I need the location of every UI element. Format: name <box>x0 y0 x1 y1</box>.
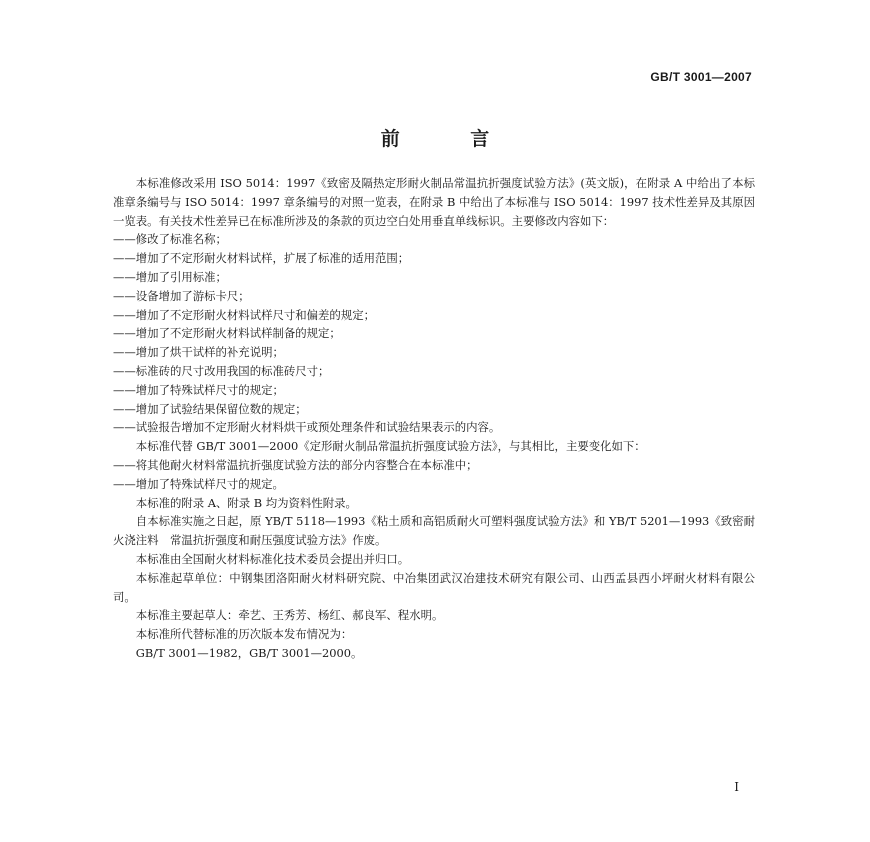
page-title: 前 言 <box>380 128 522 150</box>
standard-number: GB/T 3001—2007 <box>650 70 752 84</box>
paragraph-proposed-by: 本标准由全国耐火材料标准化技术委员会提出并归口。 <box>135 551 410 566</box>
list-item: ——增加了不定形耐火材料试样尺寸和偏差的规定； <box>113 307 375 322</box>
foreword-body <box>113 174 755 663</box>
list-item: ——标准砖的尺寸改用我国的标准砖尺寸； <box>113 363 330 378</box>
page-number: I <box>734 780 739 794</box>
paragraph-history-intro: 本标准所代替标准的历次版本发布情况为： <box>135 627 353 642</box>
list-item: ——增加了不定形耐火材料试样制备的规定； <box>113 326 341 341</box>
list-item: ——修改了标准名称； <box>113 232 227 247</box>
list-item: ——增加了特殊试样尺寸的规定； <box>113 382 284 397</box>
paragraph-abolished: 自本标准实施之日起，原 YB/T 5118—1993《粘土质和高铝质耐火可塑料强度试验方法》和 YB/T 5201—1993《致密耐火浇注料 常温抗折强度和耐压强度试验方法》作废。 <box>113 514 755 548</box>
paragraph-annexes: 本标准的附录 A、附录 B 均为资料性附录。 <box>135 495 357 510</box>
paragraph-drafting-units: 本标准起草单位：中钢集团洛阳耐火材料研究院、中冶集团武汉冶建技术研究有限公司、山西孟县西小坪耐火材料有限公司。 <box>113 570 755 604</box>
paragraph-history-versions: GB/T 3001—1982，GB/T 3001—2000。 <box>135 645 363 660</box>
list-item: ——将其他耐火材料常温抗折强度试验方法的部分内容整合在本标准中； <box>113 457 478 472</box>
list-item: ——增加了特殊试样尺寸的规定。 <box>113 476 284 491</box>
list-item: ——增加了不定形耐火材料试样，扩展了标准的适用范围； <box>113 251 410 266</box>
changes-list-2 <box>113 456 755 494</box>
paragraph-supersedes: 本标准代替 GB/T 3001—2000《定形耐火制品常温抗折强度试验方法》，与其相比，主要变化如下： <box>135 439 646 454</box>
paragraph-adoption: 本标准修改采用 ISO 5014：1997《致密及隔热定形耐火制品常温抗折强度试验方法》(英文版)，在附录 A 中给出了本标准章条编号与 ISO 5014：1997 章条编号的对照一览表，在附录 B 中给出了本标准与 ISO 5014：1997 技术性差异及其原因一览表。有关技术性差异已在标准所涉及的条款的页边空白处用垂直单线标识。主要修改内容如下： <box>113 176 755 228</box>
list-item: ——增加了引用标准； <box>113 269 227 284</box>
paragraph-drafters: 本标准主要起草人：牵艺、王秀芳、杨红、郝良军、程水明。 <box>135 608 444 623</box>
changes-list-1 <box>113 230 755 437</box>
list-item: ——增加了试验结果保留位数的规定； <box>113 401 307 416</box>
list-item: ——增加了烘干试样的补充说明； <box>113 345 284 360</box>
list-item: ——试验报告增加不定形耐火材料烘干或预处理条件和试验结果表示的内容。 <box>113 420 501 435</box>
list-item: ——设备增加了游标卡尺； <box>113 288 250 303</box>
